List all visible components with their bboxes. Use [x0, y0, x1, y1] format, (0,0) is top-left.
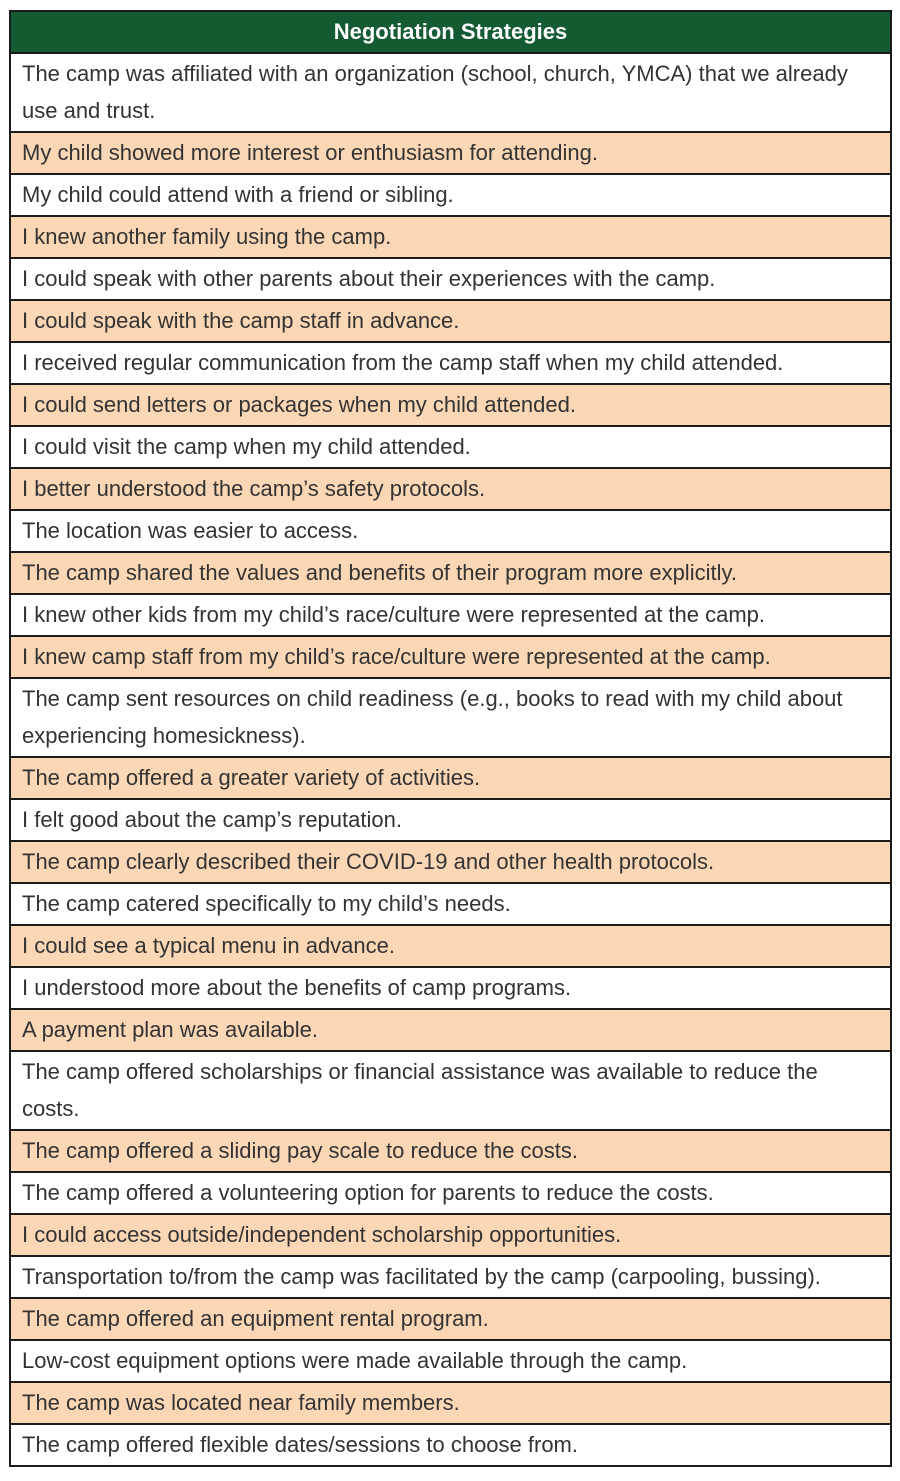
strategy-cell: The camp offered flexible dates/sessions to choose from.	[10, 1424, 891, 1466]
table-row	[10, 426, 891, 468]
table-row	[10, 594, 891, 636]
strategy-cell: The camp was affiliated with an organization (school, church, YMCA) that we already use and trust.	[10, 53, 891, 132]
table-body	[10, 53, 891, 1466]
table-row	[10, 342, 891, 384]
strategy-cell: The camp shared the values and benefits of their program more explicitly.	[10, 552, 891, 594]
table-row	[10, 1051, 891, 1130]
table-row	[10, 216, 891, 258]
strategy-cell: The location was easier to access.	[10, 510, 891, 552]
table-row	[10, 510, 891, 552]
strategy-cell: I could visit the camp when my child attended.	[10, 426, 891, 468]
strategy-cell: My child could attend with a friend or sibling.	[10, 174, 891, 216]
strategy-cell: I could see a typical menu in advance.	[10, 925, 891, 967]
strategy-cell: Transportation to/from the camp was facilitated by the camp (carpooling, bussing).	[10, 1256, 891, 1298]
negotiation-strategies-table	[9, 10, 892, 1467]
strategy-cell: The camp offered an equipment rental program.	[10, 1298, 891, 1340]
table-row	[10, 883, 891, 925]
strategy-cell: The camp clearly described their COVID-19 and other health protocols.	[10, 841, 891, 883]
table-row	[10, 757, 891, 799]
strategy-cell: I could access outside/independent scholarship opportunities.	[10, 1214, 891, 1256]
strategy-cell: A payment plan was available.	[10, 1009, 891, 1051]
table-row	[10, 799, 891, 841]
strategy-cell: My child showed more interest or enthusiasm for attending.	[10, 132, 891, 174]
table-row	[10, 1424, 891, 1466]
strategy-cell: I felt good about the camp’s reputation.	[10, 799, 891, 841]
table-row	[10, 1340, 891, 1382]
table-row	[10, 967, 891, 1009]
table-row	[10, 468, 891, 510]
strategy-cell: I received regular communication from the camp staff when my child attended.	[10, 342, 891, 384]
strategy-cell: I could send letters or packages when my child attended.	[10, 384, 891, 426]
table-row	[10, 1130, 891, 1172]
table-row	[10, 678, 891, 757]
strategy-cell: The camp was located near family members.	[10, 1382, 891, 1424]
table-row	[10, 841, 891, 883]
strategy-cell: I knew camp staff from my child’s race/culture were represented at the camp.	[10, 636, 891, 678]
strategy-cell: I understood more about the benefits of camp programs.	[10, 967, 891, 1009]
strategy-cell: I could speak with the camp staff in advance.	[10, 300, 891, 342]
table-row	[10, 384, 891, 426]
strategy-cell: Low-cost equipment options were made available through the camp.	[10, 1340, 891, 1382]
strategy-cell: I could speak with other parents about their experiences with the camp.	[10, 258, 891, 300]
table-row	[10, 1172, 891, 1214]
strategy-cell: The camp offered a sliding pay scale to reduce the costs.	[10, 1130, 891, 1172]
table-header: Negotiation Strategies	[10, 11, 891, 53]
table-row	[10, 1256, 891, 1298]
table-row	[10, 1298, 891, 1340]
table-row	[10, 1382, 891, 1424]
strategies-table-container	[9, 10, 892, 1467]
strategy-cell: The camp sent resources on child readiness (e.g., books to read with my child about experiencing homesickness).	[10, 678, 891, 757]
table-row	[10, 1214, 891, 1256]
table-row	[10, 1009, 891, 1051]
strategy-cell: I better understood the camp’s safety protocols.	[10, 468, 891, 510]
table-row	[10, 636, 891, 678]
strategy-cell: The camp catered specifically to my child’s needs.	[10, 883, 891, 925]
table-row	[10, 258, 891, 300]
table-row	[10, 174, 891, 216]
table-row	[10, 53, 891, 132]
strategy-cell: The camp offered a volunteering option for parents to reduce the costs.	[10, 1172, 891, 1214]
strategy-cell: I knew another family using the camp.	[10, 216, 891, 258]
strategy-cell: I knew other kids from my child’s race/culture were represented at the camp.	[10, 594, 891, 636]
table-row	[10, 925, 891, 967]
table-row	[10, 300, 891, 342]
strategy-cell: The camp offered scholarships or financial assistance was available to reduce the costs.	[10, 1051, 891, 1130]
strategy-cell: The camp offered a greater variety of activities.	[10, 757, 891, 799]
table-header-row	[10, 11, 891, 53]
table-row	[10, 552, 891, 594]
table-row	[10, 132, 891, 174]
